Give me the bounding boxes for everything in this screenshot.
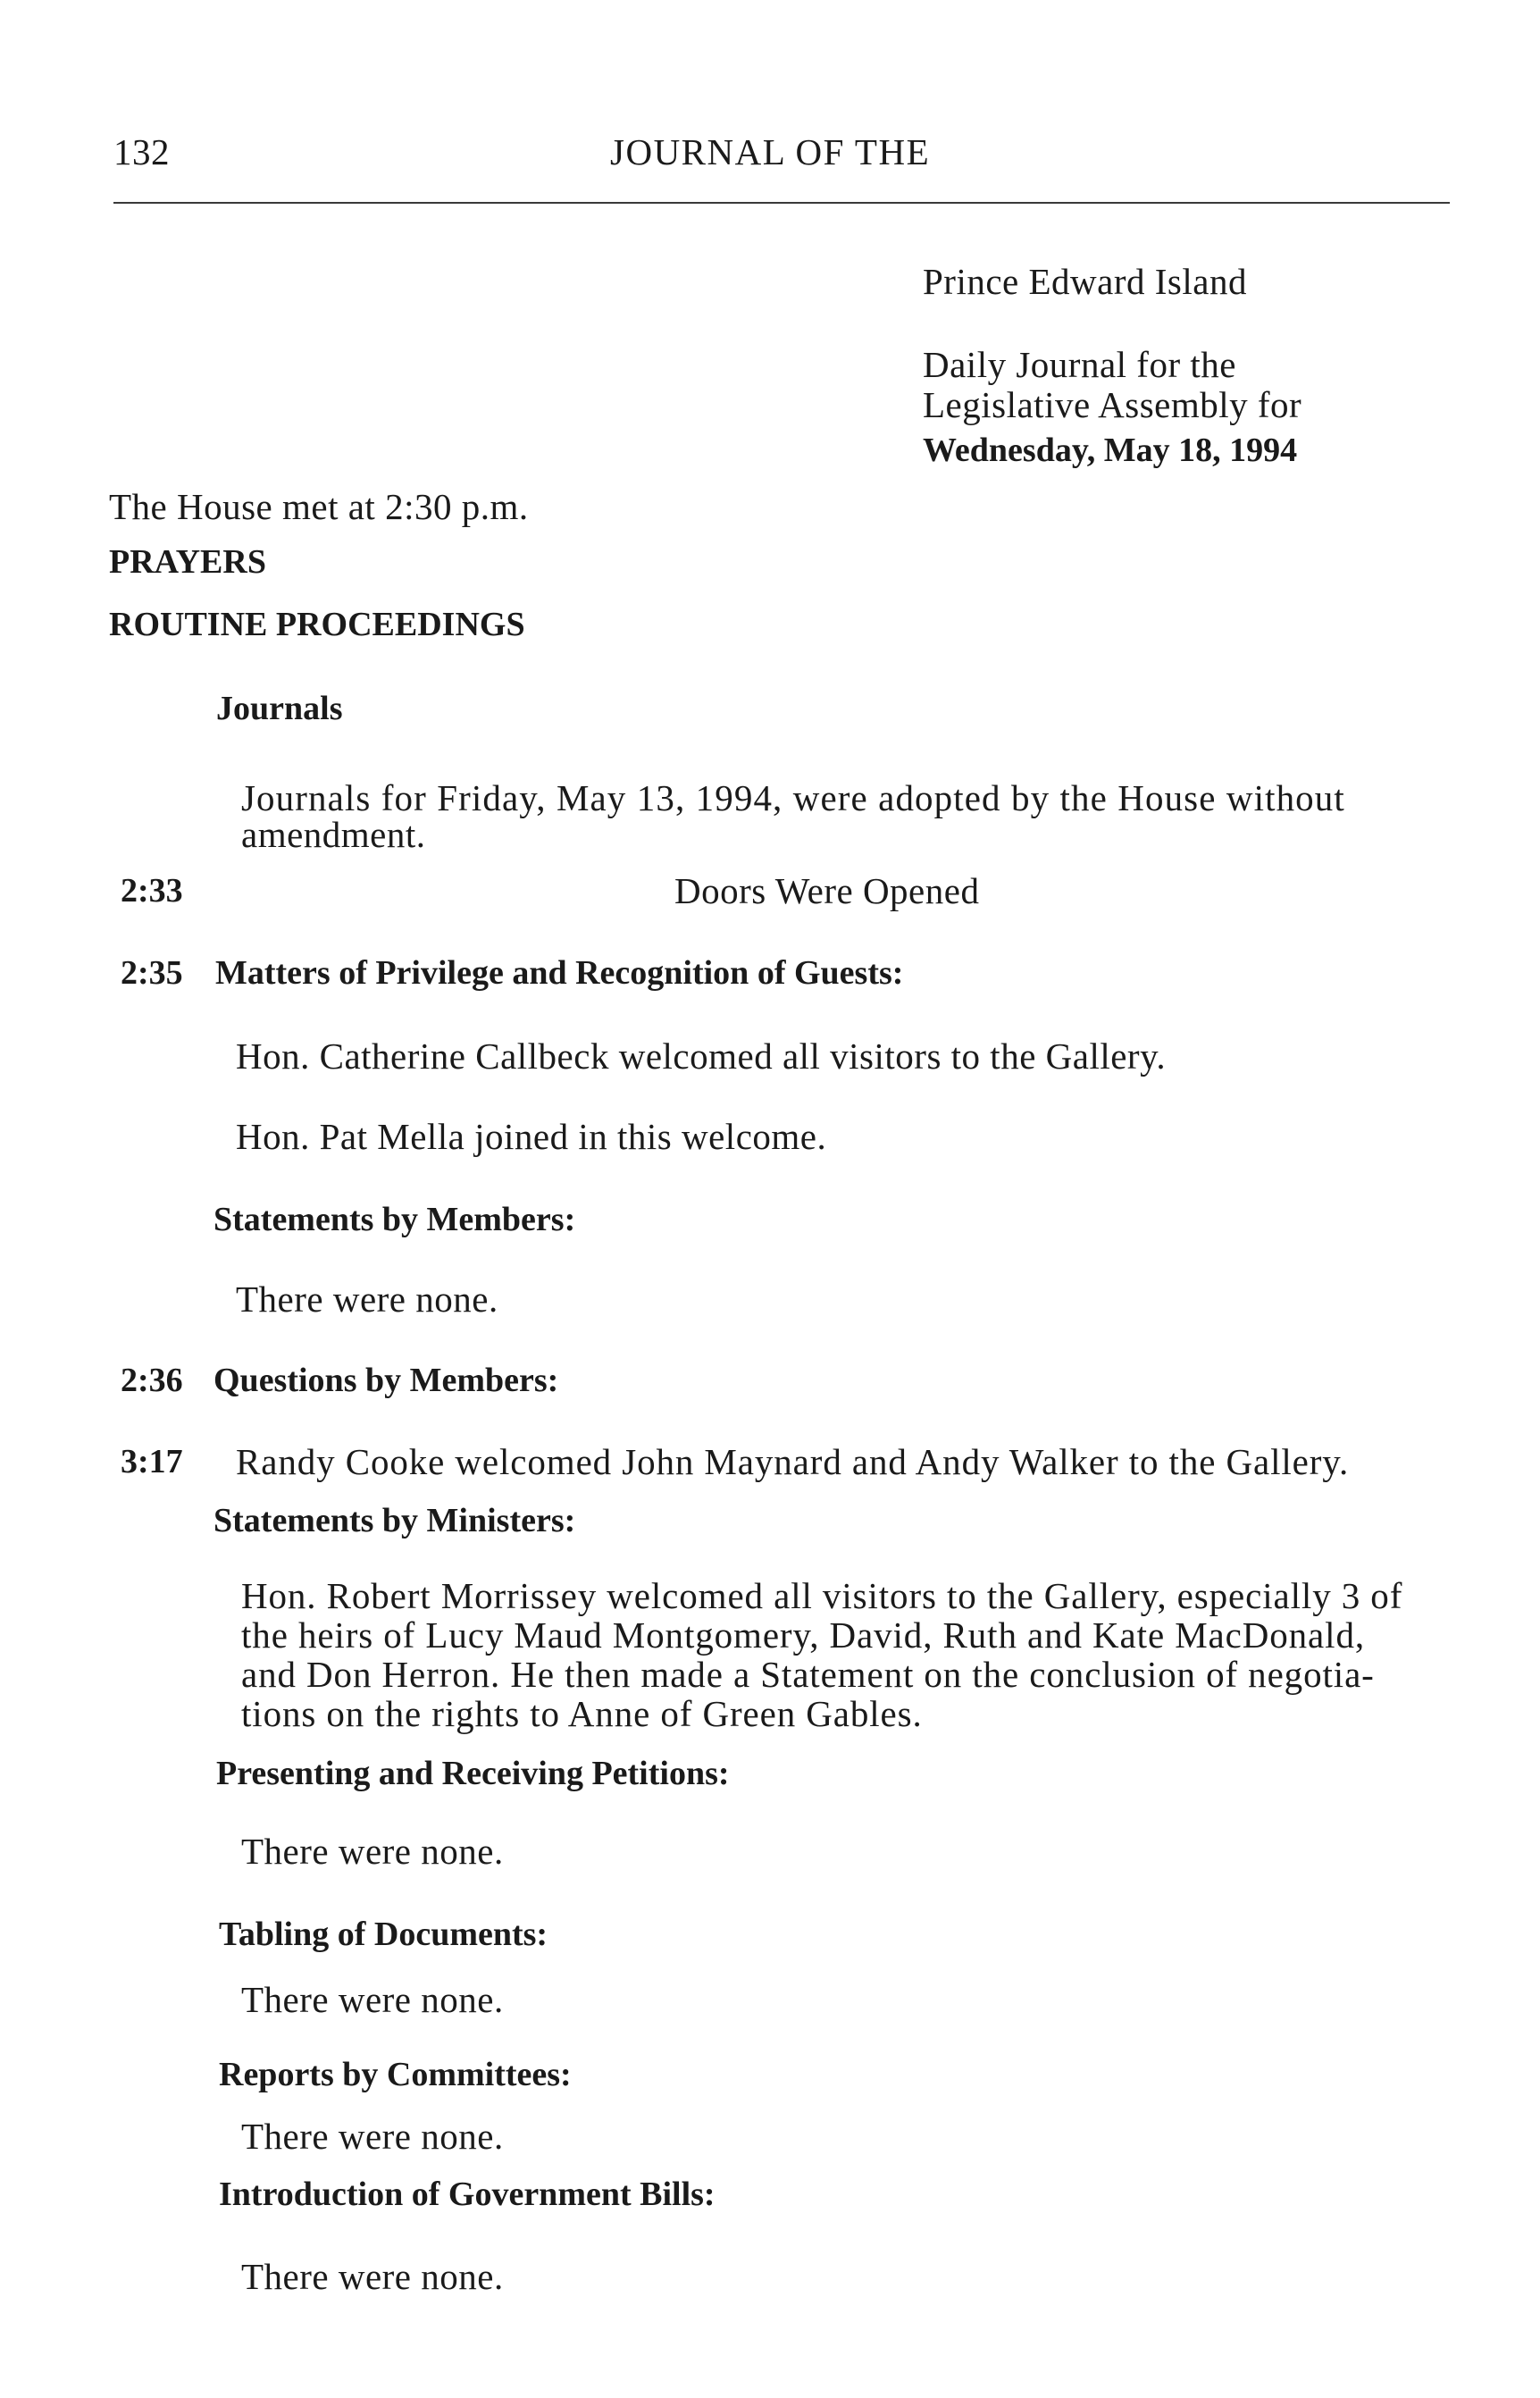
house-met-text: The House met at 2:30 p.m. bbox=[109, 486, 529, 527]
petitions-heading: Presenting and Receiving Petitions: bbox=[216, 1755, 730, 1792]
masthead-province: Prince Edward Island bbox=[923, 261, 1247, 302]
masthead-journal-line-2: Legislative Assembly for bbox=[923, 384, 1302, 425]
tabling-heading: Tabling of Documents: bbox=[219, 1916, 548, 1953]
routine-proceedings-heading: ROUTINE PROCEEDINGS bbox=[109, 606, 525, 643]
journals-text-line-2: amendment. bbox=[241, 814, 426, 855]
doors-text: Doors Were Opened bbox=[674, 870, 980, 911]
masthead-date: Wednesday, May 18, 1994 bbox=[923, 432, 1298, 469]
privilege-heading: Matters of Privilege and Recognition of Guests: bbox=[215, 954, 904, 992]
privilege-item-1: Hon. Catherine Callbeck welcomed all visitors to the Gallery. bbox=[236, 1036, 1167, 1077]
ministers-text-line-1: Hon. Robert Morrissey welcomed all visitors to the Gallery, especially 3 of bbox=[241, 1575, 1403, 1616]
gov-bills-text: There were none. bbox=[241, 2256, 504, 2297]
journals-heading: Journals bbox=[216, 690, 343, 727]
page-number: 132 bbox=[113, 131, 170, 172]
doors-time: 2:33 bbox=[121, 872, 183, 910]
gov-bills-heading: Introduction of Government Bills: bbox=[219, 2176, 716, 2213]
petitions-text: There were none. bbox=[241, 1831, 504, 1872]
questions-time: 2:36 bbox=[121, 1362, 183, 1399]
statements-members-heading: Statements by Members: bbox=[213, 1201, 576, 1238]
statements-ministers-heading: Statements by Ministers: bbox=[213, 1502, 576, 1539]
privilege-item-2: Hon. Pat Mella joined in this welcome. bbox=[236, 1116, 827, 1157]
cooke-time: 3:17 bbox=[121, 1443, 183, 1480]
tabling-text: There were none. bbox=[241, 1979, 504, 2020]
running-title: JOURNAL OF THE bbox=[610, 131, 931, 172]
committees-heading: Reports by Committees: bbox=[219, 2056, 572, 2093]
cooke-text: Randy Cooke welcomed John Maynard and Andy Walker to the Gallery. bbox=[236, 1441, 1350, 1482]
masthead-journal-line-1: Daily Journal for the bbox=[923, 344, 1236, 385]
committees-text: There were none. bbox=[241, 2116, 504, 2157]
privilege-time: 2:35 bbox=[121, 954, 183, 992]
ministers-text-line-4: tions on the rights to Anne of Green Gables. bbox=[241, 1693, 923, 1734]
prayers-heading: PRAYERS bbox=[109, 543, 266, 581]
statements-members-text: There were none. bbox=[236, 1279, 498, 1320]
journals-text-line-1: Journals for Friday, May 13, 1994, were adopted by the House without bbox=[241, 777, 1345, 818]
ministers-text-line-2: the heirs of Lucy Maud Montgomery, David, Ruth and Kate MacDonald, bbox=[241, 1614, 1365, 1656]
header-rule bbox=[113, 202, 1450, 204]
ministers-text-line-3: and Don Herron. He then made a Statement on the conclusion of negotia- bbox=[241, 1654, 1375, 1695]
questions-heading: Questions by Members: bbox=[213, 1362, 559, 1399]
